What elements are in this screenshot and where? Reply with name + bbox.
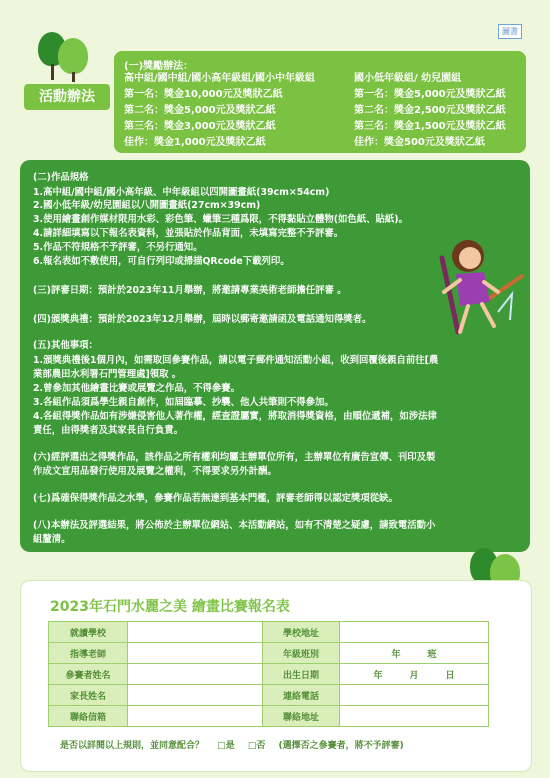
- participant-name-label: 參賽者姓名: [49, 664, 128, 685]
- address-field[interactable]: [340, 706, 489, 727]
- rule-line: (二)作品規格: [33, 172, 89, 183]
- email-field[interactable]: [128, 706, 263, 727]
- rule-line: (八)本辦法及評選結果，將公佈於主辦單位網站、本活動網站，如有不清楚之疑慮，請致電活動小: [33, 520, 436, 531]
- rule-line: 1.高中組/國中組/國小高年級、中年級組以四開圖畫紙(39cm×54cm): [33, 187, 330, 198]
- agreement-note: (選擇否之參賽者，將不予評審): [278, 741, 404, 751]
- award-line: 第三名：獎金3,000元及獎狀乙紙: [124, 121, 276, 132]
- rule-line: 5.作品不符規格不予評審，不另行通知。: [33, 242, 203, 253]
- rule-line: (七)爲確保得獎作品之水準，參賽作品若無達到基本門檻，評審老師得以認定獎項從缺。: [33, 493, 398, 504]
- category-tag: 圖書: [498, 24, 522, 39]
- rule-line: 2.曾參加其他繪畫比賽或展覽之作品，不得參賽。: [33, 383, 240, 394]
- activity-rules-title: 活動辦法: [24, 84, 110, 110]
- award-line: 第一名：獎金10,000元及獎狀乙紙: [124, 89, 283, 100]
- grade-class-field[interactable]: 年 班: [340, 643, 489, 664]
- participant-name-field[interactable]: [128, 664, 263, 685]
- award-line: 佳作：獎金1,000元及獎狀乙紙: [124, 137, 266, 148]
- rule-line: (三)評審日期：預計於2023年11月舉辦，將邀請專業美術老師擔任評審 。: [33, 285, 347, 296]
- award-heading: (一)獎勵辦法：: [124, 61, 194, 72]
- agree-no-checkbox[interactable]: □否: [247, 741, 266, 751]
- form-row: [49, 664, 489, 685]
- teacher-label: 指導老師: [49, 643, 128, 664]
- award-left-column: [124, 71, 315, 151]
- award-line: 國小低年級組/ 幼兒園組: [354, 73, 462, 84]
- form-row: [49, 706, 489, 727]
- award-line: 佳作：獎金500元及獎狀乙紙: [354, 137, 485, 148]
- agreement-question: 是否以詳閱以上規則，並同意配合？: [60, 741, 205, 751]
- award-line: 第一名：獎金5,000元及獎狀乙紙: [354, 89, 506, 100]
- email-label: 聯絡信箱: [49, 706, 128, 727]
- rule-line: 作成文宣用品發行使用及展覽之權利，不得要求另外計酬。: [33, 466, 277, 477]
- rule-line: 4.各組得獎作品如有涉嫌侵害他人著作權，經查證屬實，將取消得獎資格，由順位遞補，如涉法律: [33, 411, 437, 422]
- rule-line: 組釐清。: [33, 534, 71, 545]
- rule-line: (五)其他事項：: [33, 340, 98, 351]
- birth-date-field[interactable]: 年 月 日: [340, 664, 489, 685]
- award-box: [114, 51, 526, 153]
- rule-line: 3.各組作品須爲學生親自創作，如屆臨摹、抄襲、他人共筆則不得參加。: [33, 397, 334, 408]
- school-address-field[interactable]: [340, 622, 489, 643]
- registration-form-title: 2023年石門水麗之美 繪畫比賽報名表: [50, 599, 290, 615]
- address-label: 聯絡地址: [263, 706, 340, 727]
- rule-line: 4.請詳細填寫以下報名表資料，並張貼於作品背面，未填寫完整不予評審。: [33, 228, 344, 239]
- award-line: 第二名：獎金2,500元及獎狀乙紙: [354, 105, 506, 116]
- phone-field[interactable]: [340, 685, 489, 706]
- rule-line: 責任，由得獎者及其家長自行負責。: [33, 425, 184, 436]
- form-row: [49, 622, 489, 643]
- award-line: 高中組/國中組/國小高年級組/國小中年級組: [124, 73, 315, 84]
- rule-line: 2.國小低年級/幼兒園組以八開圖畫紙(27cm×39cm): [33, 200, 261, 211]
- agree-yes-checkbox[interactable]: □是: [217, 741, 235, 751]
- grade-class-label: 年級班別: [263, 643, 340, 664]
- rule-line: (六)經評選出之得獎作品，該作品之所有權利均屬主辦單位所有，主辦單位有廣告宣傳、刊印及製: [33, 452, 436, 463]
- form-row: [49, 643, 489, 664]
- rule-line: 6.報名表如不敷使用，可自行列印或掃描QRcode下載列印。: [33, 256, 290, 267]
- rules-box: [20, 160, 530, 552]
- rule-line: 業部農田水利署石門管理處]領取 。: [33, 369, 182, 380]
- rule-line: 3.使用繪畫創作媒材限用水彩、彩色筆、蠟筆三種爲限，不得黏貼立體物(如色紙、貼紙)。: [33, 214, 408, 225]
- girl-painting-illustration: [432, 228, 528, 340]
- award-line: 第二名：獎金5,000元及獎狀乙紙: [124, 105, 276, 116]
- award-right-column: [354, 71, 506, 151]
- rule-line: (四)頒獎典禮：預計於2023年12月舉辦，屆時以郵寄邀請函及電話通知得獎者。: [33, 314, 372, 325]
- phone-label: 連絡電話: [263, 685, 340, 706]
- rule-line: 1.頒獎典禮後1個月內，如需取回參賽作品，請以電子郵件通知活動小組，收到回覆後親自前往[農: [33, 355, 439, 366]
- school-address-label: 學校地址: [263, 622, 340, 643]
- teacher-field[interactable]: [128, 643, 263, 664]
- birth-date-label: 出生日期: [263, 664, 340, 685]
- award-line: 第三名：獎金1,500元及獎狀乙紙: [354, 121, 506, 132]
- school-label: 就讀學校: [49, 622, 128, 643]
- registration-form-table: [48, 621, 489, 727]
- parent-name-label: 家長姓名: [49, 685, 128, 706]
- school-field[interactable]: [128, 622, 263, 643]
- parent-name-field[interactable]: [128, 685, 263, 706]
- tree-illustration: [38, 30, 94, 82]
- form-row: [49, 685, 489, 706]
- agreement-row: [60, 738, 414, 751]
